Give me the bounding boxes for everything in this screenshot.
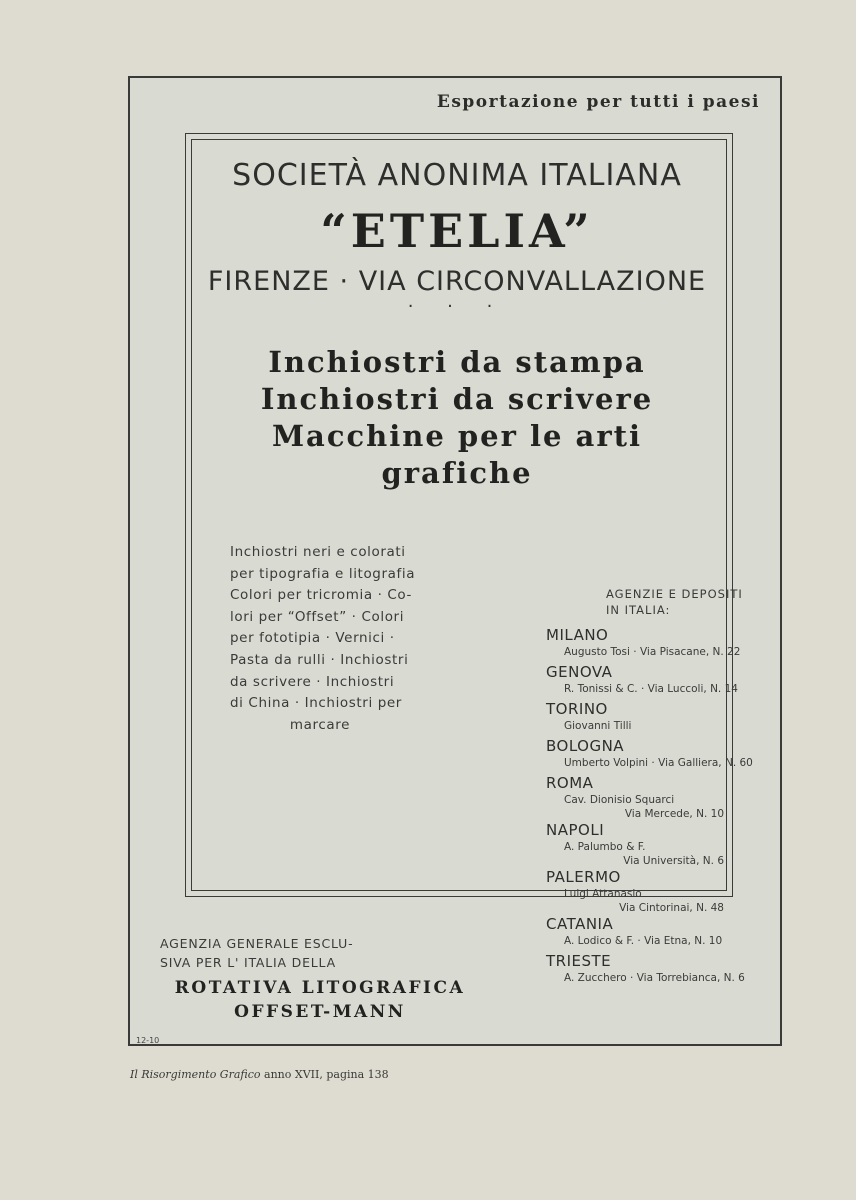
city-name: GENOVA: [546, 663, 613, 681]
agency-bologna: [546, 737, 766, 770]
rotativa-line: OFFSET-MANN: [234, 1002, 406, 1022]
agency-napoli: [546, 821, 766, 868]
general-agency-line: AGENZIA GENERALE ESCLU-: [160, 936, 354, 951]
description-line: marcare: [289, 716, 351, 733]
agency-torino: [546, 700, 766, 733]
agency-palermo: [546, 868, 766, 915]
city-name: TRIESTE: [546, 952, 612, 970]
description-line: Inchiostri neri e colorati: [230, 544, 406, 560]
ornament-dots: · · ·: [407, 296, 507, 317]
city-name: BOLOGNA: [546, 737, 625, 755]
agency-detail: Umberto Volpini · Via Galliera, N. 60: [564, 757, 753, 769]
product-list: [220, 344, 694, 492]
agencies-title-line: IN ITALIA:: [606, 603, 671, 617]
print-code: 12-10: [136, 1036, 160, 1045]
product-line: Inchiostri da stampa: [268, 345, 646, 379]
company-type: SOCIETÀ ANONIMA ITALIANA: [232, 158, 682, 193]
agencies-title: [606, 586, 743, 618]
agency-roma: [546, 774, 766, 821]
product-line: Inchiostri da scrivere: [260, 382, 654, 416]
product-line: Macchine per le arti: [271, 419, 643, 453]
export-note: Esportazione per tutti i paesi: [436, 92, 760, 112]
agency-genova: [546, 663, 766, 696]
agency-detail: Luigi Attanasio: [564, 888, 642, 900]
description-line: da scrivere · Inchiostri: [230, 673, 395, 690]
agency-detail: Augusto Tosi · Via Pisacane, N. 22: [564, 646, 741, 658]
agency-detail: Giovanni Tilli: [564, 720, 632, 732]
agency-detail: Via Cintorinai, N. 48: [619, 902, 724, 914]
agency-detail: Via Università, N. 6: [623, 855, 724, 867]
city-name: PALERMO: [546, 868, 621, 886]
agency-catania: [546, 915, 766, 948]
description-line: Pasta da rulli · Inchiostri: [230, 651, 409, 668]
product-description: [230, 542, 416, 736]
publication-title: Il Risorgimento Grafico: [130, 1068, 261, 1081]
agency-detail: A. Zucchero · Via Torrebianca, N. 6: [564, 972, 745, 984]
description-line: di China · Inchiostri per: [230, 695, 402, 712]
advertisement-frame: [128, 76, 782, 1046]
city-name: ROMA: [546, 774, 594, 792]
city-name: CATANIA: [546, 915, 614, 933]
description-line: per fototipia · Vernici ·: [230, 630, 395, 647]
description-line: Colori per tricromia · Co-: [230, 587, 412, 604]
agency-detail: A. Palumbo & F.: [564, 841, 646, 853]
publication-info: anno XVII, pagina 138: [260, 1068, 389, 1081]
city-name: TORINO: [546, 700, 608, 718]
agency-list: [546, 626, 766, 985]
description-line: lori per “Offset” · Colori: [230, 608, 405, 625]
rotativa-line: ROTATIVA LITOGRAFICA: [174, 978, 466, 998]
city-name: NAPOLI: [546, 821, 605, 839]
company-address: FIRENZE · VIA CIRCONVALLAZIONE: [207, 266, 707, 297]
city-name: MILANO: [546, 626, 609, 644]
agencies-title-line: AGENZIE E DEPOSITI: [606, 587, 743, 601]
page-footer: [130, 1068, 389, 1081]
agency-detail: R. Tonissi & C. · Via Luccoli, N. 14: [564, 683, 738, 695]
agency-milano: [546, 626, 766, 659]
agency-detail: Cav. Dionisio Squarci: [564, 794, 675, 806]
agency-detail: A. Lodico & F. · Via Etna, N. 10: [564, 935, 723, 947]
company-name: “ETELIA”: [320, 204, 594, 258]
general-agency-line: SIVA PER L' ITALIA DELLA: [160, 955, 336, 970]
product-line: grafiche: [381, 456, 533, 490]
agency-trieste: [546, 952, 766, 985]
description-line: per tipografia e litografia: [230, 565, 416, 582]
general-agency-text: [160, 934, 353, 972]
agency-detail: Via Mercede, N. 10: [624, 808, 724, 820]
rotativa-product: [140, 976, 500, 1024]
